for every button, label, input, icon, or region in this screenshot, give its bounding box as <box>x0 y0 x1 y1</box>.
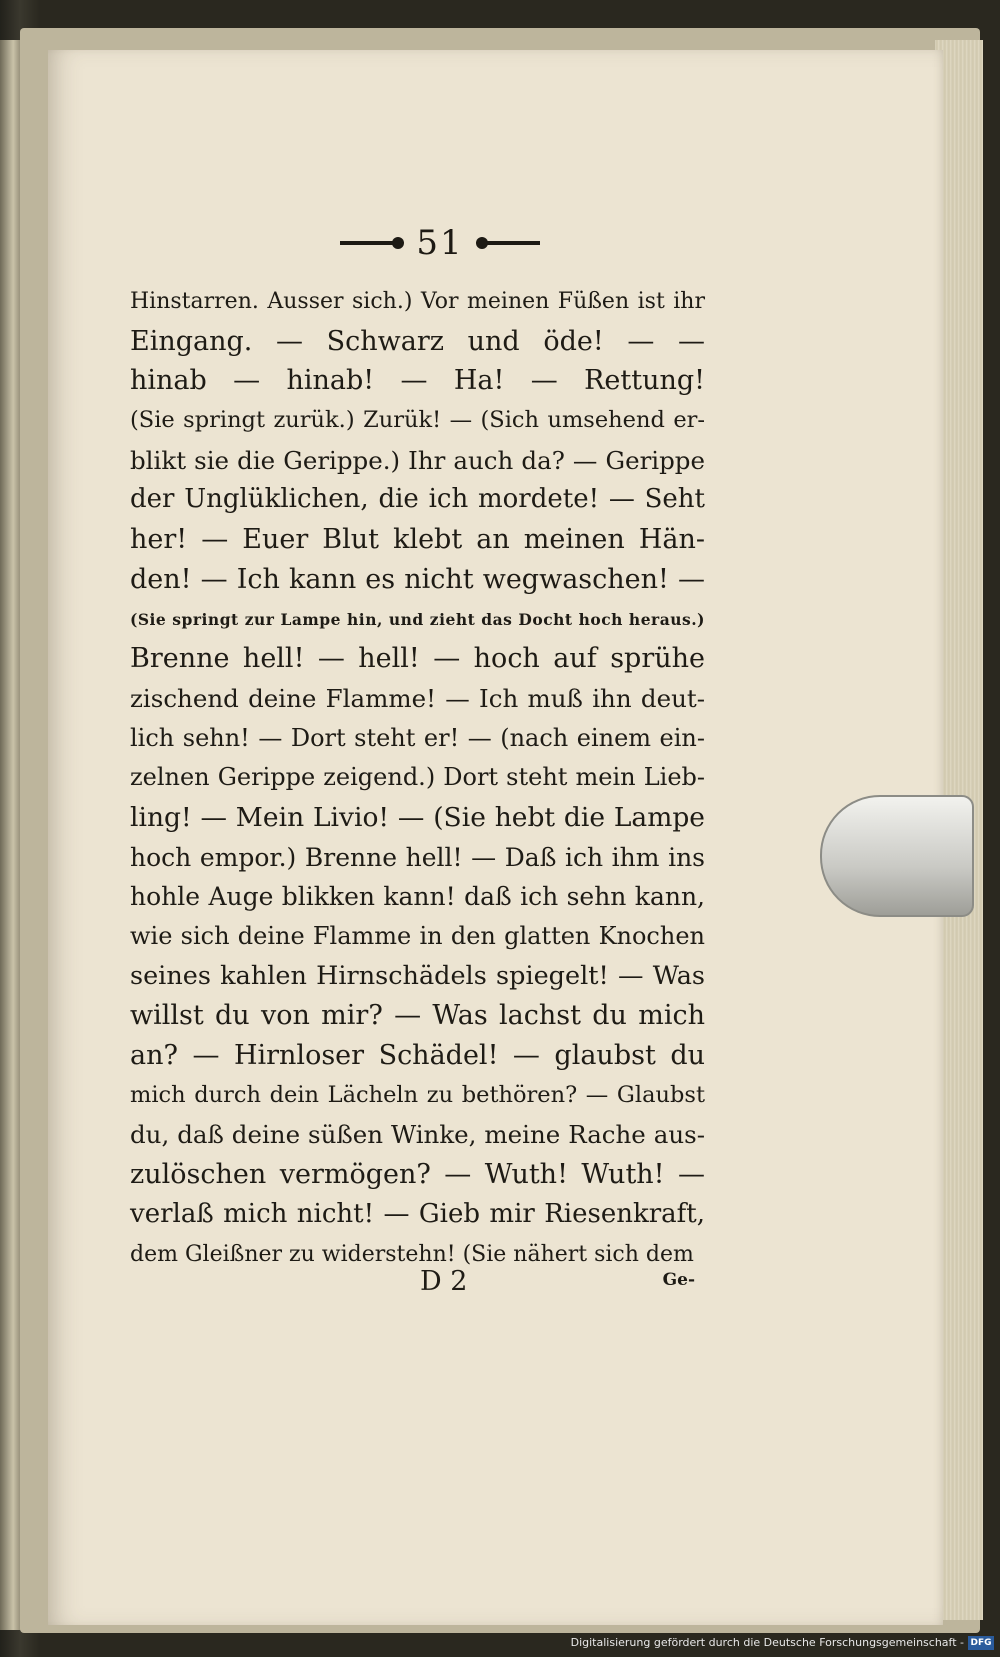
header-ornament-right <box>478 241 540 245</box>
text-line: hohle Auge blikken kann! daß ich sehn kann, <box>130 882 705 912</box>
page-number: 51 <box>416 223 464 263</box>
page-header <box>300 223 580 263</box>
text-line: Brenne hell! — hell! — hoch auf sprühe <box>130 643 705 675</box>
digitization-credit: Digitalisierung gefördert durch die Deutsche Forschungsgemeinschaft - <box>570 1636 964 1649</box>
text-line: zulöschen vermögen? — Wuth! Wuth! — <box>130 1159 705 1191</box>
text-line: wie sich deine Flamme in den glatten Knochen <box>130 922 705 950</box>
text-line: verlaß mich nicht! — Gieb mir Riesenkraft, <box>130 1198 705 1229</box>
text-line: Hinstarren. Ausser sich.) Vor meinen Füßen ist ihr <box>130 289 705 314</box>
text-line: willst du von mir? — Was lachst du mich <box>130 1000 705 1032</box>
text-line: zelnen Gerippe zeigend.) Dort steht mein Lieb- <box>130 763 705 792</box>
text-line: der Unglüklichen, die ich mordete! — Seht <box>130 484 705 515</box>
text-line: du, daß deine süßen Winke, meine Rache aus- <box>130 1120 705 1150</box>
text-line: seines kahlen Hirnschädels spiegelt! — Was <box>130 960 705 991</box>
text-line: den! — Ich kann es nicht wegwaschen! — <box>130 563 705 595</box>
text-line: dem Gleißner zu widerstehn! (Sie nähert sich dem <box>130 1241 694 1267</box>
text-line: ling! — Mein Livio! — (Sie hebt die Lampe <box>130 801 705 833</box>
text-line: lich sehn! — Dort steht er! — (nach einem ein- <box>130 723 705 752</box>
header-ornament-left <box>340 241 402 245</box>
text-line: hinab — hinab! — Ha! — Rettung! <box>130 365 705 397</box>
stage-direction-line: (Sie springt zur Lampe hin, und zieht das Docht hoch heraus.) <box>130 609 705 629</box>
text-line: (Sie springt zurük.) Zurük! — (Sich umsehend er- <box>130 407 705 434</box>
text-line: zischend deine Flamme! — Ich muß ihn deut- <box>130 683 705 713</box>
signature-mark: D 2 <box>420 1266 468 1297</box>
page-holder-clip <box>820 795 974 917</box>
text-line: an? — Hirnloser Schädel! — glaubst du <box>130 1040 705 1072</box>
text-line: mich durch dein Lächeln zu bethören? — Glaubst <box>130 1081 705 1108</box>
catchword: Ge- <box>662 1270 695 1290</box>
text-line: Eingang. — Schwarz und öde! — — <box>130 325 705 357</box>
page-footer <box>130 1266 705 1306</box>
dfg-logo: DFG <box>968 1636 994 1650</box>
page-body-text <box>130 282 705 1274</box>
text-line: blikt sie die Gerippe.) Ihr auch da? — Gerippe <box>130 445 705 475</box>
book-spine-edge <box>0 40 22 1630</box>
text-line: her! — Euer Blut klebt an meinen Hän- <box>130 524 705 556</box>
text-line: hoch empor.) Brenne hell! — Daß ich ihm ins <box>130 842 705 872</box>
